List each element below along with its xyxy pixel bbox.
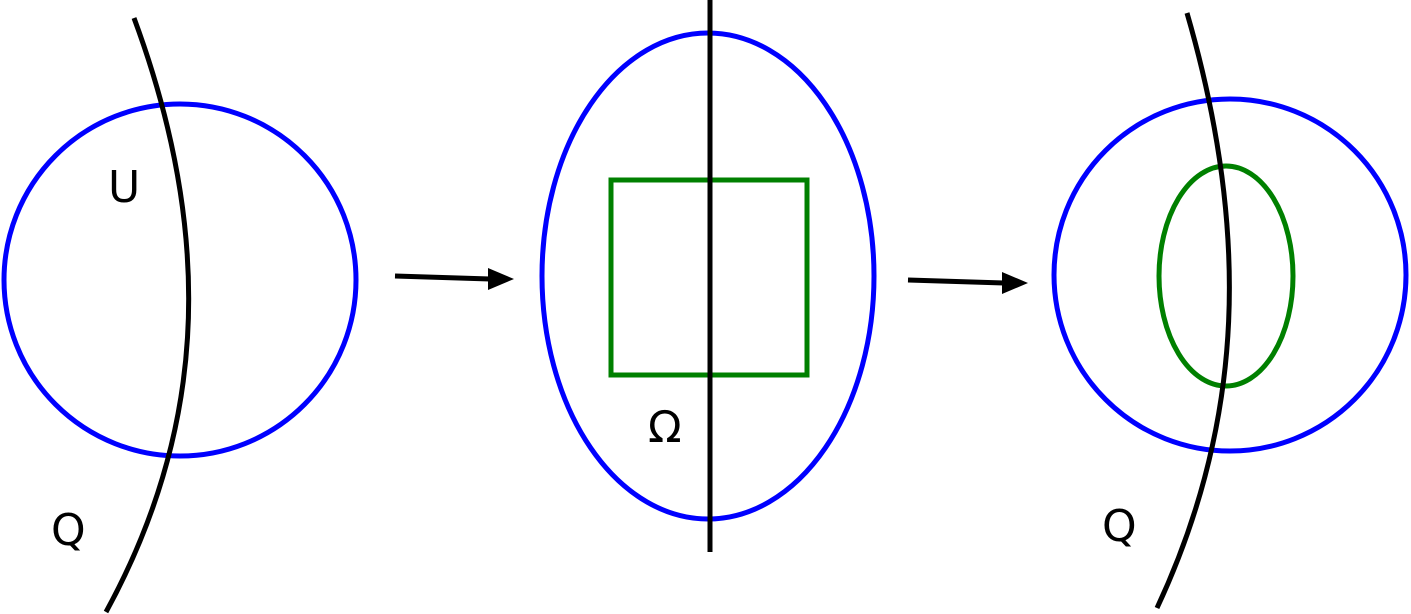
right-panel: [1054, 13, 1406, 608]
label-u: U: [108, 162, 141, 213]
middle-panel: [542, 0, 874, 552]
label-q-left: Q: [51, 505, 86, 556]
label-omega: Ω: [648, 402, 682, 453]
arrow-2-head: [1002, 272, 1028, 294]
right-arrow-icon: [908, 272, 1028, 294]
arrow-2-shaft: [908, 280, 1004, 283]
arrow-1-head: [488, 268, 514, 290]
arrow-1-shaft: [395, 276, 490, 279]
left-panel: [4, 18, 356, 612]
right-arrow-icon: [395, 268, 514, 290]
label-q-right: Q: [1102, 501, 1137, 552]
